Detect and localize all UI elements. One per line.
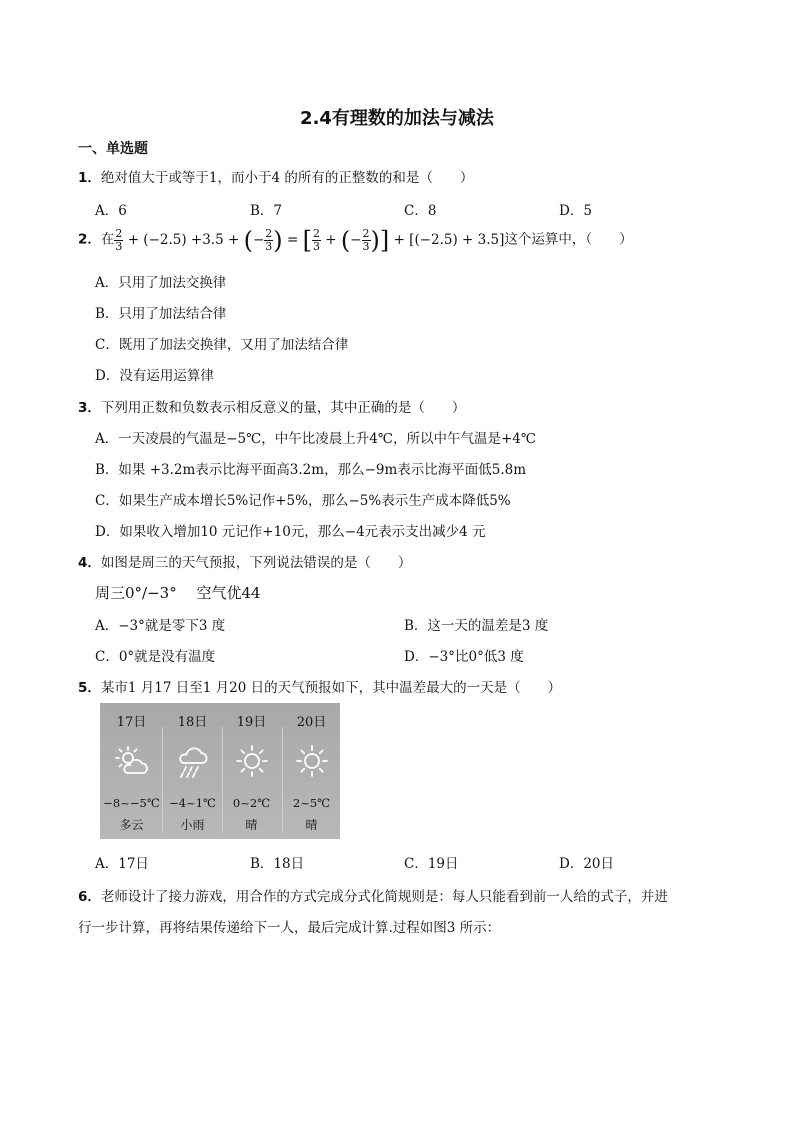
sun-icon xyxy=(294,743,330,779)
question-5 xyxy=(78,676,561,696)
question-text: 如图是周三的天气预报，下列说法错误的是（ ） xyxy=(100,555,412,571)
question-number: 6． xyxy=(78,889,101,905)
partly-cloudy-icon xyxy=(114,743,150,779)
question-6-line-2: 行一步计算，再将结果传递给下一人，最后完成计算.过程如图3 所示： xyxy=(78,920,501,936)
question-2 xyxy=(78,226,633,254)
q3-option-d: D．如果收入增加10 元记作+10元，那么−4元表示支出减少4 元 xyxy=(95,524,486,540)
question-text: 下列用正数和负数表示相反意义的量，其中正确的是（ ） xyxy=(100,400,466,416)
forecast-condition: 小雨 xyxy=(180,818,205,832)
q2-option-b: B．只用了加法结合律 xyxy=(95,306,227,322)
q4-option-b: B．这一天的温差是3 度 xyxy=(404,618,549,634)
q4-option-d: D．−3°比0°低3 度 xyxy=(404,649,524,665)
forecast-temp: −8~−5℃ xyxy=(103,796,160,810)
forecast-condition: 晴 xyxy=(305,818,318,832)
forecast-day-17 xyxy=(103,703,160,839)
q5-option-a: A．17日 xyxy=(95,856,149,872)
q1-option-d: D．5 xyxy=(559,203,592,219)
forecast-condition: 多云 xyxy=(119,818,144,832)
question-number: 2． xyxy=(78,231,101,248)
question-text: 某市1 月17 日至1 月20 日的天气预报如下，其中温差最大的一天是（ ） xyxy=(100,680,562,696)
forecast-condition: 晴 xyxy=(245,818,258,832)
forecast-temp: −4~1℃ xyxy=(169,796,216,810)
page-title: 2.4有理数的加法与减法 xyxy=(300,108,494,129)
q5-option-d: D．20日 xyxy=(559,856,615,872)
q1-option-c: C．8 xyxy=(404,203,437,219)
question-4 xyxy=(78,551,411,571)
question-text: 绝对值大于或等于1，而小于4 的所有的正整数的和是（ ） xyxy=(100,170,474,186)
question-6 xyxy=(78,885,668,905)
weather-forecast-image xyxy=(100,703,340,839)
light-rain-icon xyxy=(175,743,211,779)
forecast-day-20 xyxy=(283,703,340,839)
divider xyxy=(162,727,163,833)
sun-icon xyxy=(234,743,270,779)
q3-option-a: A．一天凌晨的气温是−5℃，中午比凌晨上升4℃，所以中午气温是+4℃ xyxy=(95,431,536,447)
forecast-date: 19日 xyxy=(236,715,267,730)
forecast-temp: 0~2℃ xyxy=(232,796,271,810)
forecast-temp: 2~5℃ xyxy=(292,796,331,810)
question-number: 4． xyxy=(78,555,101,571)
forecast-date: 20日 xyxy=(296,715,327,730)
math-expression: $\frac{2}{3}$ + (−2.5) +3.5 + (− $\frac{2}{3}$ ) = [ $\frac{2}{3}$ + (− $\frac{2}{3}$ )] + [(−2.5) + 3.5] xyxy=(115,226,505,254)
section-heading: 一、单选题 xyxy=(78,141,148,157)
question-text-pre: 在 xyxy=(100,231,115,248)
question-number: 3． xyxy=(78,400,101,416)
forecast-line: 周三0°/−3° 空气优44 xyxy=(95,584,261,602)
q2-option-c: C．既用了加法交换律，又用了加法结合律 xyxy=(95,337,349,353)
forecast-date: 18日 xyxy=(177,715,208,730)
q2-option-d: D．没有运用运算律 xyxy=(95,368,214,384)
question-text: 老师设计了接力游戏，用合作的方式完成分式化简规则是：每人只能看到前一人给的式子，并进 xyxy=(100,889,668,905)
q4-option-c: C．0°就是没有温度 xyxy=(95,649,216,665)
q5-option-c: C．19日 xyxy=(404,856,459,872)
q1-option-a: A．6 xyxy=(95,203,127,219)
question-1 xyxy=(78,166,473,186)
forecast-day-18 xyxy=(164,703,221,839)
q4-option-a: A．−3°就是零下3 度 xyxy=(95,618,226,634)
forecast-date: 17日 xyxy=(116,715,147,730)
q2-option-a: A．只用了加法交换律 xyxy=(95,275,227,291)
question-text-post: 这个运算中，（ ） xyxy=(504,231,633,248)
question-number: 5． xyxy=(78,680,101,696)
question-number: 1． xyxy=(78,170,101,186)
q5-option-b: B．18日 xyxy=(250,856,305,872)
question-3 xyxy=(78,396,465,416)
q3-option-c: C．如果生产成本增长5%记作+5%，那么−5%表示生产成本降低5% xyxy=(95,493,511,509)
q1-option-b: B．7 xyxy=(250,203,283,219)
forecast-day-19 xyxy=(223,703,280,839)
q3-option-b: B．如果 +3.2m表示比海平面高3.2m，那么−9m表示比海平面低5.8m xyxy=(95,462,527,478)
